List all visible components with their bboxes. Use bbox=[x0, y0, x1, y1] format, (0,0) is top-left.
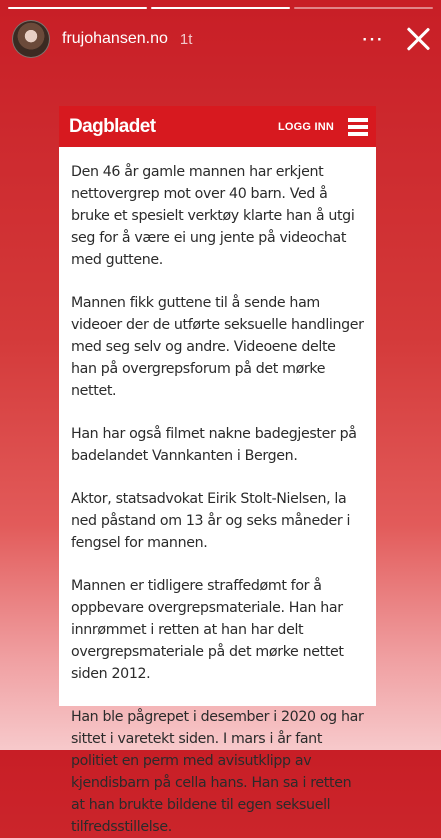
username[interactable]: frujohansen.no bbox=[62, 30, 168, 47]
article-paragraph: Mannen fikk guttene til å sende ham videoer der de utførte seksuelle handlinger med seg selv og andre. Videoene delte han på overgrepsforum på det mørke nettet. bbox=[71, 295, 364, 399]
article-paragraph: Han ble pågrepet i desember i 2020 og har sittet i varetekt siden. I mars i år fant politiet en perm med avisutklipp av kjendisbarn på cella hans. Han sa i retten at han brukte bildene til egen seksuell tilfredsstillelse. bbox=[71, 709, 364, 835]
post-time: 1t bbox=[179, 30, 193, 48]
story-header bbox=[12, 19, 431, 59]
login-button: LOGG INN bbox=[278, 120, 334, 133]
article-header bbox=[59, 106, 376, 147]
article-paragraph: Han har også filmet nakne badegjester på badelandet Vannkanten i Bergen. bbox=[71, 426, 357, 464]
article-paragraph: Mannen er tidligere straffedømt for å oppbevare overgrepsmateriale. Han har innrømmet i retten at han har delt overgrepsmateriale på det mørke nettet siden 2012. bbox=[71, 578, 344, 682]
article-body bbox=[59, 147, 376, 838]
progress-segment-2 bbox=[151, 7, 290, 9]
article-paragraph: Den 46 år gamle mannen har erkjent nettovergrep mot over 40 barn. Ved å bruke et spesielt verktøy klarte han å utgi seg for å være ei ung jente på videochat med guttene. bbox=[71, 164, 355, 268]
progress-segment-3 bbox=[294, 7, 433, 9]
hamburger-menu-icon bbox=[348, 118, 368, 136]
article-screenshot-card bbox=[59, 106, 376, 835]
story-progress-bar bbox=[8, 7, 433, 9]
close-icon[interactable] bbox=[405, 26, 431, 52]
avatar[interactable] bbox=[12, 20, 50, 58]
article-paragraph: Aktor, statsadvokat Eirik Stolt-Nielsen, la ned påstand om 13 år og seks måneder i fengsel for mannen. bbox=[71, 491, 351, 551]
more-options-icon[interactable]: ⋯ bbox=[361, 26, 385, 51]
progress-segment-1 bbox=[8, 7, 147, 9]
dagbladet-logo: Dagbladet bbox=[69, 115, 156, 137]
